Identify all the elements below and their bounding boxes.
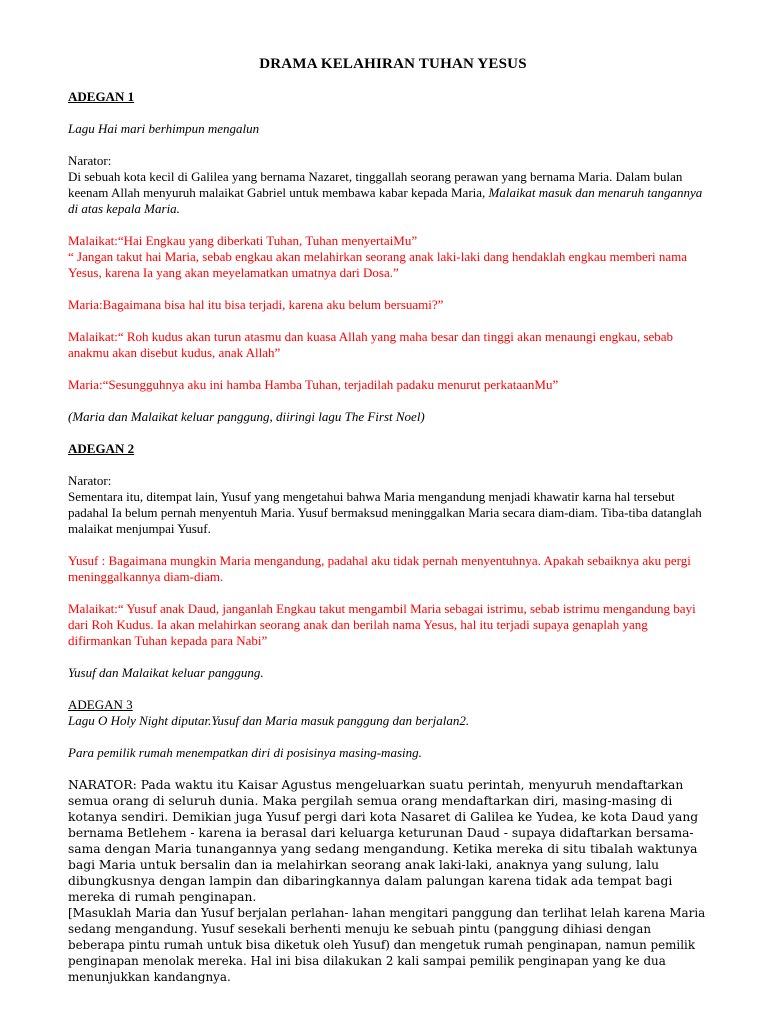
dialogue-malaikat-2: Malaikat:“ Roh kudus akan turun atasmu dan kuasa Allah yang maha besar dan tinggi akan menaungi engkau, sebab anakmu akan disebut kudus, anak Allah”	[68, 329, 674, 360]
adegan-3-heading: ADEGAN 3	[68, 697, 133, 712]
adegan-3-narrator: NARATOR: Pada waktu itu Kaisar Agustus mengeluarkan suatu perintah, menyuruh mendaftarkan semua orang di seluruh dunia. Maka pergilah semua orang mendaftarkan diri, masing-masing di kotanya sendiri. Demikian juga Yusuf pergi dari kota Nasaret di Galilea ke Yudea, ke kota Daud yang bernama Betlehem - karena ia berasal dari keluarga keturunan Daud - supaya didaftarkan bersama-sama dengan Maria tunangannya yang sedang mengandung. Ketika mereka di situ tibalah waktunya bagi Maria untuk bersalin dan ia melahirkan seorang anak laki-laki, anaknya yang sulung, lalu dibungkusnya dengan lampin dan dibaringkannya dalam palungan karena tidak ada tempat bagi mereka di rumah penginapan.	[68, 778, 699, 904]
narrator-text: Di sebuah kota kecil di Galilea yang bernama Nazaret, tinggallah seorang perawan yang bernama Maria. Dalam bulan keenam Allah menyuruh malaikat Gabriel untuk membawa kabar kepada Maria,	[68, 169, 683, 200]
adegan-1-stage-direction: (Maria dan Malaikat keluar panggung, diiringi lagu The First Noel)	[68, 409, 425, 424]
adegan-3-song: Lagu O Holy Night diputar.Yusuf dan Maria masuk panggung dan berjalan2.	[68, 713, 470, 728]
narrator-stage-note: Malaikat masuk dan menaruh tangannya di atas kepala Maria.	[68, 185, 703, 216]
adegan-1-heading: ADEGAN 1	[68, 89, 135, 104]
dialogue-line: Malaikat:“Hai Engkau yang diberkati Tuhan, Tuhan menyertaiMu”	[68, 233, 418, 248]
dialogue-maria-1: Maria:Bagaimana bisa hal itu bisa terjadi, karena aku belum bersuami?”	[68, 297, 444, 312]
dialogue-malaikat-1	[68, 233, 708, 281]
narrator-text: Sementara itu, ditempat lain, Yusuf yang mengetahui bahwa Maria mengandung menjadi khawatir karna hal tersebut padahal Ia belum pernah menyentuh Maria. Yusuf bermaksud meninggalkan Maria secara diam-diam. Tiba-tiba datanglah malaikat menjumpai Yusuf.	[68, 489, 702, 536]
adegan-3-stage-direction: Para pemilik rumah menempatkan diri di posisinya masing-masing.	[68, 745, 422, 760]
document-title: DRAMA KELAHIRAN TUHAN YESUS	[259, 56, 527, 72]
adegan-1-narrator	[68, 153, 708, 217]
document-page	[68, 56, 708, 1001]
adegan-3-stage-note: [Masuklah Maria dan Yusuf berjalan perlahan- lahan mengitari panggung dan terlihat lelah karena Maria sedang mengandung. Yusuf sesekali berhenti menuju ke sebuah pintu (panggung dihiasi dengan beberapa pintu rumah untuk bisa diketuk oleh Yusuf) dan mengetuk rumah penginapan, namun pemilik penginapan menolak mereka. Hal ini bisa dilakukan 2 kali sampai pemilik penginapan yang ke dua menunjukkan kandangnya.	[68, 906, 706, 984]
dialogue-yusuf: Yusuf : Bagaimana mungkin Maria mengandung, padahal aku tidak pernah menyentuhnya. Apakah sebaiknya aku pergi meninggalkannya diam-diam.	[68, 553, 691, 584]
dialogue-line: “ Jangan takut hai Maria, sebab engkau akan melahirkan seorang anak laki-laki dang hendaklah engkau memberi nama Yesus, karena Ia yang akan meyelamatkan umatnya dari Dosa.”	[68, 249, 688, 280]
adegan-1-song: Lagu Hai mari berhimpun mengalun	[68, 121, 260, 136]
dialogue-maria-2: Maria:“Sesungguhnya aku ini hamba Hamba Tuhan, terjadilah padaku menurut perkataanMu”	[68, 377, 559, 392]
narrator-label: Narator:	[68, 153, 112, 168]
adegan-2-narrator	[68, 473, 708, 537]
dialogue-malaikat-3: Malaikat:“ Yusuf anak Daud, janganlah Engkau takut mengambil Maria sebagai istrimu, sebab istrimu mengandung bayi dari Roh Kudus. Ia akan melahirkan seorang anak dan berilah nama Yesus, hal itu terjadi supaya genaplah yang difirmankan Tuhan kepada para Nabi”	[68, 601, 696, 648]
narrator-label: Narator:	[68, 473, 112, 488]
adegan-2-stage-direction: Yusuf dan Malaikat keluar panggung.	[68, 665, 264, 680]
adegan-2-heading: ADEGAN 2	[68, 441, 135, 456]
